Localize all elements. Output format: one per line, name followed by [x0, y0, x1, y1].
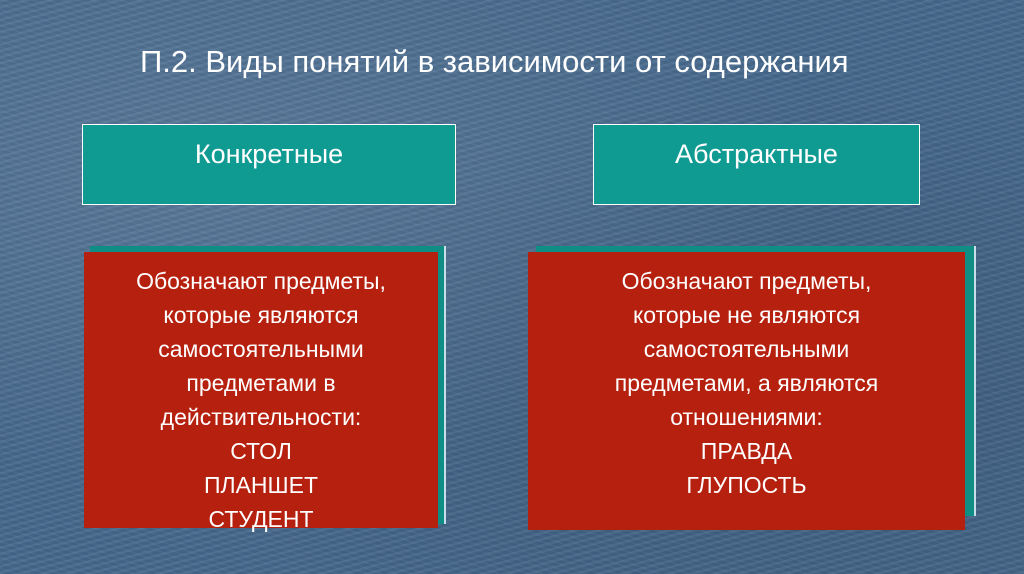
description-line: предметами, а являются: [614, 370, 879, 396]
concrete-header-box: [82, 124, 456, 205]
description-line: действительности:: [160, 404, 362, 430]
example-item: СТУДЕНТ: [208, 506, 314, 532]
description-line: которые не являются: [632, 302, 861, 328]
description-line: самостоятельными: [158, 336, 364, 362]
concrete-header-label: Конкретные: [194, 139, 344, 169]
abstract-header-box: [593, 124, 920, 205]
abstract-header-label: Абстрактные: [675, 139, 838, 169]
description-line: Обозначают предметы,: [621, 268, 872, 294]
example-item: ГЛУПОСТЬ: [686, 472, 807, 498]
concrete-description-box: [84, 252, 438, 532]
example-item: ПРАВДА: [700, 438, 793, 464]
slide-title: П.2. Виды понятий в зависимости от содержания: [140, 44, 849, 79]
example-item: СТОЛ: [230, 438, 292, 464]
description-line: самостоятельными: [643, 336, 850, 362]
description-line: которые являются: [163, 302, 359, 328]
example-item: ПЛАНШЕТ: [203, 472, 319, 498]
description-line: отношениями:: [670, 404, 823, 430]
abstract-description-box: [528, 252, 965, 530]
description-line: Обозначают предметы,: [136, 268, 386, 294]
description-line: предметами в: [186, 370, 336, 396]
